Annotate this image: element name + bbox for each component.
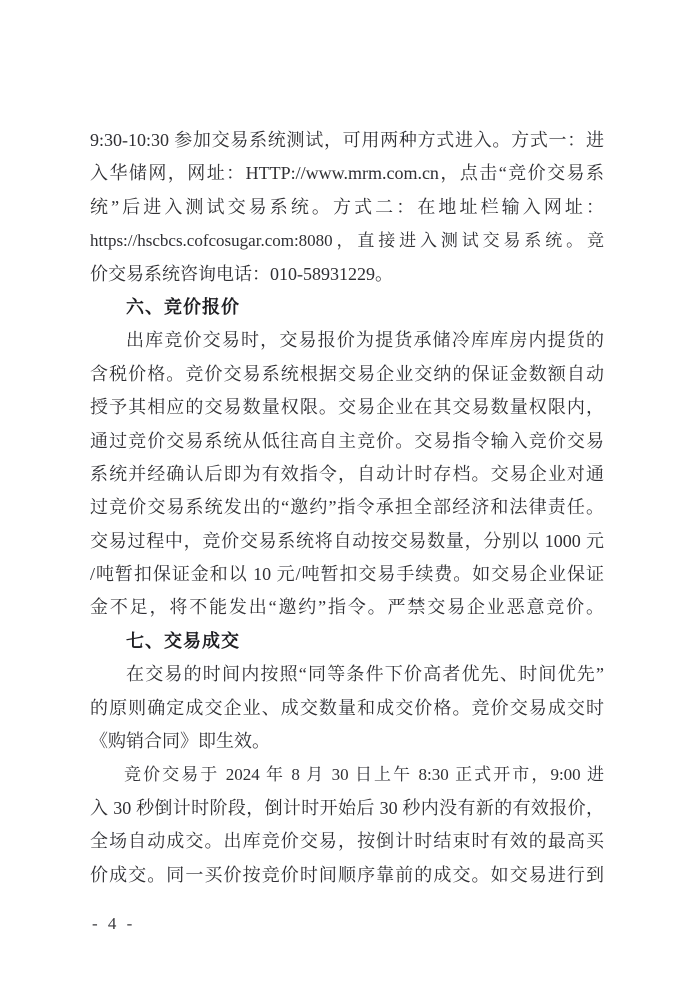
text-line: 价交易系统咨询电话：010-58931229。: [90, 263, 393, 284]
text-line: 的原则确定成交企业、成交数量和成交价格。竞价交易成交时: [90, 697, 604, 718]
section-heading-six: 六、竞价报价: [126, 296, 240, 317]
text-line: 《购销合同》即生效。: [90, 731, 270, 752]
section-heading-seven: 七、交易成交: [126, 630, 240, 651]
text-line: 在交易的时间内按照“同等条件下价高者优先、时间优先”: [126, 664, 604, 685]
text-line: 出库竞价交易时，交易报价为提货承储冷库库房内提货的: [126, 330, 604, 351]
document-body: [90, 124, 604, 892]
text-line: 通过竞价交易系统从低往高自主竞价。交易指令输入竞价交易: [90, 430, 604, 451]
text-line: 入 30 秒倒计时阶段，倒计时开始后 30 秒内没有新的有效报价，: [90, 797, 604, 818]
text-line: https://hscbcs.cofcosugar.com:8080，直接进入测试交易系统。竞: [90, 231, 604, 251]
text-line: /吨暂扣保证金和以 10 元/吨暂扣交易手续费。如交易企业保证: [90, 564, 604, 585]
text-line: 金不足，将不能发出“邀约”指令。严禁交易企业恶意竞价。: [90, 597, 604, 618]
text-line: 授予其相应的交易数量权限。交易企业在其交易数量权限内，: [90, 397, 604, 418]
text-line: 价成交。同一买价按竞价时间顺序靠前的成交。如交易进行到: [90, 864, 604, 885]
text-line: 过竞价交易系统发出的“邀约”指令承担全部经济和法律责任。: [90, 497, 604, 518]
text-line: 9:30-10:30 参加交易系统测试，可用两种方式进入。方式一：进: [90, 130, 604, 150]
text-line: 全场自动成交。出库竞价交易，按倒计时结束时有效的最高买: [90, 831, 604, 852]
text-line: 统”后进入测试交易系统。方式二：在地址栏输入网址：: [90, 196, 604, 217]
text-line: 系统并经确认后即为有效指令，自动计时存档。交易企业对通: [90, 463, 604, 484]
text-line: 交易过程中，竞价交易系统将自动按交易数量，分别以 1000 元: [90, 530, 604, 551]
text-line: 入华储网，网址：HTTP://www.mrm.com.cn，点击“竞价交易系: [90, 163, 604, 184]
text-line: 竞价交易于 2024 年 8 月 30 日上午 8:30 正式开市，9:00 进: [124, 765, 604, 785]
page-number: - 4 -: [92, 914, 136, 933]
text-line: 含税价格。竞价交易系统根据交易企业交纳的保证金数额自动: [90, 363, 604, 384]
